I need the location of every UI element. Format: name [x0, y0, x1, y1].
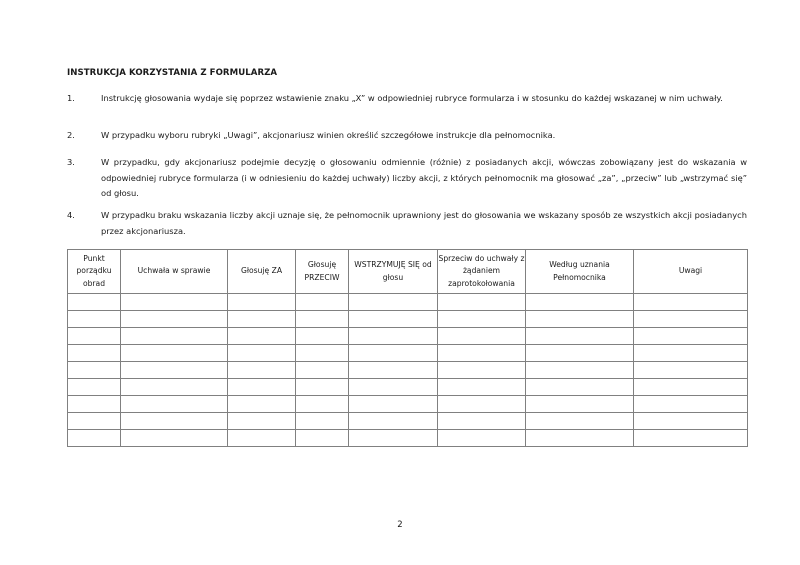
table-cell-input[interactable] — [296, 345, 349, 362]
table-body — [68, 294, 748, 447]
form-instructions-title: INSTRUKCJA KORZYSTANIA Z FORMULARZA — [67, 68, 278, 78]
table-cell-input[interactable] — [349, 396, 438, 413]
table-cell-input[interactable] — [121, 345, 228, 362]
table-cell-input[interactable] — [121, 328, 228, 345]
page-number: 2 — [397, 520, 403, 530]
table-row — [68, 328, 748, 345]
table-cell-input[interactable] — [228, 311, 296, 328]
table-header-row — [68, 250, 748, 294]
header-vote-against: Głosuję PRZECIW — [296, 250, 349, 294]
instruction-text: W przypadku, gdy akcjonariusz podejmie decyzję o głosowaniu odmiennie (różnie) z posiadanych akcji, wówczas zobowiązany jest do wskazania w odpowiedniej rubryce formularza (i w odniesieniu do każdej uchwały) liczby akcji, z których pełnomocnik ma głosować „za”, „przeciw” lub „wstrzymać się” od głosu. — [101, 157, 747, 198]
table-cell-input[interactable] — [438, 379, 526, 396]
table-row — [68, 311, 748, 328]
table-cell-input[interactable] — [634, 430, 748, 447]
table-cell-input[interactable] — [526, 413, 634, 430]
table-cell-input[interactable] — [349, 345, 438, 362]
table-row — [68, 430, 748, 447]
table-cell-input[interactable] — [228, 379, 296, 396]
table-cell-input[interactable] — [349, 328, 438, 345]
table-cell-input[interactable] — [526, 328, 634, 345]
table-cell-input[interactable] — [228, 396, 296, 413]
table-cell-input[interactable] — [228, 362, 296, 379]
table-cell-input[interactable] — [121, 294, 228, 311]
table-cell-input[interactable] — [228, 328, 296, 345]
table-cell-input[interactable] — [296, 396, 349, 413]
table-cell-input[interactable] — [526, 294, 634, 311]
table-cell-input[interactable] — [296, 413, 349, 430]
table-cell-input[interactable] — [438, 396, 526, 413]
table-cell-input[interactable] — [634, 294, 748, 311]
table-cell-input[interactable] — [68, 430, 121, 447]
instruction-text: W przypadku wyboru rubryki „Uwagi”, akcjonariusz winien określić szczegółowe instrukcje dla pełnomocnika. — [101, 130, 556, 140]
table-cell-input[interactable] — [121, 413, 228, 430]
table-cell-input[interactable] — [121, 430, 228, 447]
table-cell-input[interactable] — [526, 345, 634, 362]
table-cell-input[interactable] — [296, 362, 349, 379]
instruction-number: 4. — [67, 210, 75, 220]
table-cell-input[interactable] — [68, 294, 121, 311]
table-row — [68, 379, 748, 396]
table-cell-input[interactable] — [349, 379, 438, 396]
table-cell-input[interactable] — [228, 345, 296, 362]
table-cell-input[interactable] — [349, 430, 438, 447]
table-cell-input[interactable] — [349, 362, 438, 379]
table-cell-input[interactable] — [634, 362, 748, 379]
table-cell-input[interactable] — [68, 362, 121, 379]
table-row — [68, 396, 748, 413]
table-cell-input[interactable] — [438, 328, 526, 345]
table-cell-input[interactable] — [121, 362, 228, 379]
header-objection: Sprzeciw do uchwały z żądaniem zaprotokołowania — [438, 250, 526, 294]
header-proxy-discretion: Według uznania Pełnomocnika — [526, 250, 634, 294]
table-cell-input[interactable] — [438, 362, 526, 379]
table-row — [68, 362, 748, 379]
table-cell-input[interactable] — [228, 413, 296, 430]
table-cell-input[interactable] — [526, 430, 634, 447]
instruction-number: 1. — [67, 93, 75, 103]
table-cell-input[interactable] — [634, 311, 748, 328]
table-cell-input[interactable] — [121, 311, 228, 328]
table-cell-input[interactable] — [296, 379, 349, 396]
table-cell-input[interactable] — [438, 294, 526, 311]
table-cell-input[interactable] — [438, 311, 526, 328]
header-agenda-item: Punkt porządku obrad — [68, 250, 121, 294]
table-cell-input[interactable] — [68, 345, 121, 362]
table-cell-input[interactable] — [296, 294, 349, 311]
table-cell-input[interactable] — [526, 396, 634, 413]
table-cell-input[interactable] — [68, 413, 121, 430]
table-cell-input[interactable] — [68, 311, 121, 328]
table-cell-input[interactable] — [296, 328, 349, 345]
header-abstain: WSTRZYMUJĘ SIĘ od głosu — [349, 250, 438, 294]
table-cell-input[interactable] — [634, 328, 748, 345]
table-cell-input[interactable] — [634, 396, 748, 413]
instruction-text: Instrukcję głosowania wydaje się poprzez wstawienie znaku „X” w odpowiedniej rubryce formularza i w stosunku do każdej wskazanej w nim uchwały. — [101, 93, 723, 103]
table-cell-input[interactable] — [228, 294, 296, 311]
table-cell-input[interactable] — [526, 362, 634, 379]
table-cell-input[interactable] — [349, 311, 438, 328]
table-cell-input[interactable] — [68, 379, 121, 396]
instruction-number: 3. — [67, 157, 75, 167]
table-cell-input[interactable] — [526, 311, 634, 328]
header-resolution: Uchwała w sprawie — [121, 250, 228, 294]
table-cell-input[interactable] — [634, 379, 748, 396]
table-cell-input[interactable] — [228, 430, 296, 447]
table-cell-input[interactable] — [526, 379, 634, 396]
table-cell-input[interactable] — [349, 294, 438, 311]
header-remarks: Uwagi — [634, 250, 748, 294]
instruction-text: W przypadku braku wskazania liczby akcji uznaje się, że pełnomocnik uprawniony jest do głosowania we wskazany sposób ze wszystkich akcji posiadanych przez akcjonariusza. — [101, 210, 747, 236]
table-cell-input[interactable] — [121, 396, 228, 413]
table-cell-input[interactable] — [438, 345, 526, 362]
table-cell-input[interactable] — [438, 430, 526, 447]
table-cell-input[interactable] — [121, 379, 228, 396]
table-cell-input[interactable] — [68, 396, 121, 413]
table-cell-input[interactable] — [349, 413, 438, 430]
table-row — [68, 345, 748, 362]
voting-instruction-table — [67, 249, 748, 447]
header-vote-for: Głosuję ZA — [228, 250, 296, 294]
table-row — [68, 294, 748, 311]
table-cell-input[interactable] — [296, 311, 349, 328]
table-row — [68, 413, 748, 430]
instruction-number: 2. — [67, 130, 75, 140]
table-cell-input[interactable] — [68, 328, 121, 345]
table-cell-input[interactable] — [634, 345, 748, 362]
table-cell-input[interactable] — [438, 413, 526, 430]
table-cell-input[interactable] — [296, 430, 349, 447]
table-cell-input[interactable] — [634, 413, 748, 430]
